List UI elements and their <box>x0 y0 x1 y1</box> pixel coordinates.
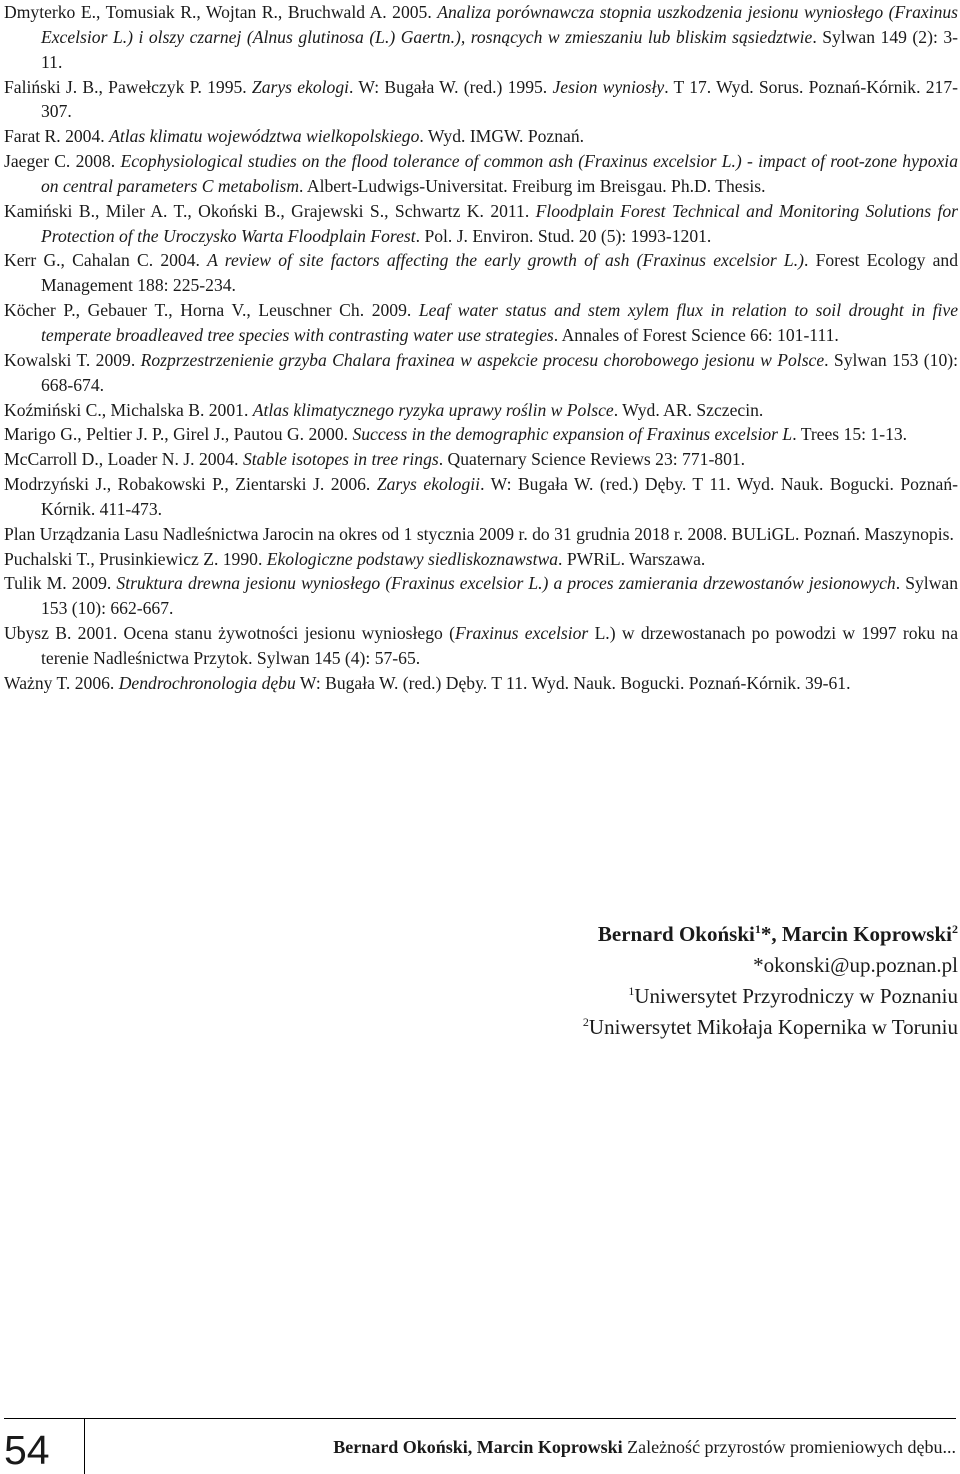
corresponding-marker: * <box>760 922 772 946</box>
affiliation-marker: 1 <box>628 984 635 998</box>
reference-title: Stable isotopes in tree rings <box>242 449 439 470</box>
reference-title: Analiza porównawcza stopnia uszkodzenia jesionu wyniosłego (Fraxinus Excelsior L.) i olszy czarnej (Alnus glutinosa (L.) Gaertn.), rosnących w zmieszaniu lub bliskim sąsiedztwie <box>41 2 959 47</box>
reference-entry <box>4 621 958 671</box>
affiliation-marker: 2 <box>952 922 958 936</box>
reference-entry <box>4 671 958 696</box>
reference-title: Floodplain Forest Technical and Monitoring Solutions for Protection of the Uroczysko Warta Floodplain Forest <box>41 200 958 246</box>
reference-text: Ważny T. 2006. <box>4 672 119 693</box>
references-list <box>4 0 958 696</box>
running-footer <box>333 1435 956 1459</box>
reference-text: . W: Bugała W. (red.) Dęby. T 11. Wyd. Nauk. Bogucki. Poznań-Kórnik. 411-473. <box>41 474 958 519</box>
footer-vertical-divider <box>84 1418 85 1474</box>
reference-text: . Wyd. IMGW. Poznań. <box>419 126 585 147</box>
reference-text: . PWRiL. Warszawa. <box>558 548 706 569</box>
reference-entry <box>4 298 958 348</box>
reference-text: Kowalski T. 2009. <box>4 349 141 370</box>
author-names <box>358 919 958 950</box>
reference-title: Struktura drewna jesionu wyniosłego (Fraxinus excelsior L.) a proces zamierania drzewostanów jesionowych <box>116 573 896 594</box>
reference-entry <box>4 248 958 298</box>
reference-text: . Trees 15: 1-13. <box>792 424 908 445</box>
reference-text: Ubysz B. 2001. Ocena stanu żywotności jesionu wyniosłego ( <box>4 623 455 644</box>
reference-entry <box>4 348 958 398</box>
page-number: 54 <box>4 1427 50 1473</box>
reference-title: Jesion wyniosły <box>552 76 665 97</box>
affiliation-marker: 1 <box>754 922 761 936</box>
reference-text: . Albert-Ludwigs-Universitat. Freiburg im Breisgau. Ph.D. Thesis. <box>299 175 766 196</box>
reference-text: . Sylwan 153 (10): 662-667. <box>41 573 958 619</box>
reference-text: Jaeger C. 2008. <box>4 151 121 172</box>
reference-text: Faliński J. B., Pawełczyk P. 1995. <box>4 76 252 97</box>
author-block <box>358 919 958 1043</box>
reference-text: Puchalski T., Prusinkiewicz Z. 1990. <box>4 548 267 569</box>
reference-entry <box>4 0 958 75</box>
reference-entry <box>4 398 958 423</box>
name-separator: , <box>771 922 782 946</box>
footer-divider <box>4 1418 956 1419</box>
reference-text: . Sylwan 149 (2): 3-11. <box>41 26 958 72</box>
reference-title: Dendrochronologia dębu <box>118 672 296 693</box>
affiliation-marker: 2 <box>582 1015 589 1029</box>
reference-entry <box>4 124 958 149</box>
reference-text: . Sylwan 153 (10): 668-674. <box>41 349 958 395</box>
reference-text: Plan Urządzania Lasu Nadleśnictwa Jarocin na okres od 1 stycznia 2009 r. do 31 grudnia 2018 r. 2008. BULiGL. Poznań. Maszynopis. <box>4 523 954 544</box>
reference-title: Atlas klimatycznego ryzyka uprawy roślin w Polsce <box>252 399 614 420</box>
reference-text: Kerr G., Cahalan C. 2004. <box>4 250 208 271</box>
reference-text: . Wyd. AR. Szczecin. <box>613 399 764 420</box>
reference-text: . Quaternary Science Reviews 23: 771-801. <box>438 449 746 470</box>
reference-text: . W: Bugała W. (red.) 1995. <box>349 76 553 97</box>
reference-entry <box>4 149 958 199</box>
reference-text: . T 17. Wyd. Sorus. Poznań-Kórnik. 217-307. <box>41 76 958 122</box>
reference-text: Marigo G., Peltier J. P., Girel J., Pautou G. 2000. <box>4 424 353 445</box>
reference-text: McCarroll D., Loader N. J. 2004. <box>4 449 243 470</box>
reference-text: Köcher P., Gebauer T., Horna V., Leuschner Ch. 2009. <box>4 300 419 321</box>
author-email[interactable]: *okonski@up.poznan.pl <box>753 953 958 977</box>
reference-entry <box>4 75 958 125</box>
reference-entry <box>4 472 958 522</box>
reference-title: Atlas klimatu województwa wielkopolskiego <box>109 126 420 147</box>
affiliation-2 <box>358 1012 958 1043</box>
running-authors: Bernard Okoński, Marcin Koprowski <box>333 1437 623 1457</box>
author-name: Marcin Koprowski <box>781 922 952 946</box>
reference-title: Ecophysiological studies on the flood tolerance of common ash (Fraxinus excelsior L.) - impact of root-zone hypoxia on central parameters C metabolism <box>41 151 958 196</box>
reference-entry <box>4 571 958 621</box>
reference-entry <box>4 199 958 249</box>
reference-title: Success in the demographic expansion of Fraxinus excelsior L <box>352 424 793 445</box>
reference-text: . Pol. J. Environ. Stud. 20 (5): 1993-1201. <box>415 225 712 246</box>
reference-title: Ekologiczne podstawy siedliskoznawstwa <box>266 548 559 569</box>
reference-text: Koźmiński C., Michalska B. 2001. <box>4 399 253 420</box>
reference-title: A review of site factors affecting the early growth of ash (Fraxinus excelsior L.) <box>207 250 804 271</box>
author-name: Bernard Okoński <box>597 922 755 946</box>
reference-title: Zarys ekologii <box>376 474 481 495</box>
reference-title: Fraxinus excelsior <box>454 623 589 644</box>
reference-text: Modrzyński J., Robakowski P., Zientarski J. 2006. <box>4 474 377 495</box>
reference-title: Rozprzestrzenienie grzyba Chalara fraxinea w aspekcie procesu chorobowego jesionu w Polsce <box>140 349 825 370</box>
reference-text: Dmyterko E., Tomusiak R., Wojtan R., Bruchwald A. 2005. <box>4 2 438 22</box>
reference-text: W: Bugała W. (red.) Dęby. T 11. Wyd. Nauk. Bogucki. Poznań-Kórnik. 39-61. <box>295 672 851 693</box>
affiliation-1 <box>358 981 958 1012</box>
reference-text: . Annales of Forest Science 66: 101-111. <box>553 324 839 345</box>
reference-entry <box>4 547 958 572</box>
running-title: Zależność przyrostów promieniowych dębu... <box>622 1437 956 1457</box>
reference-title: Zarys ekologi <box>251 76 350 97</box>
affiliation-text: Uniwersytet Mikołaja Kopernika w Toruniu <box>588 1015 958 1039</box>
reference-text: . Forest Ecology and Management 188: 225-234. <box>41 250 959 296</box>
reference-text: Tulik M. 2009. <box>4 573 117 594</box>
reference-text: Kamiński B., Miler A. T., Okoński B., Grajewski S., Schwartz K. 2011. <box>4 200 536 221</box>
reference-entry <box>4 422 958 447</box>
reference-entry <box>4 522 958 547</box>
reference-text: L.) w drzewostanach po powodzi w 1997 roku na terenie Nadleśnictwa Przytok. Sylwan 145 (4): 57-65. <box>41 623 959 668</box>
reference-title: Leaf water status and stem xylem flux in relation to soil drought in five temperate broadleaved tree species with contrasting water use strategies <box>41 300 958 345</box>
reference-text: Farat R. 2004. <box>4 126 110 147</box>
reference-entry <box>4 447 958 472</box>
affiliation-text: Uniwersytet Przyrodniczy w Poznaniu <box>634 984 958 1008</box>
